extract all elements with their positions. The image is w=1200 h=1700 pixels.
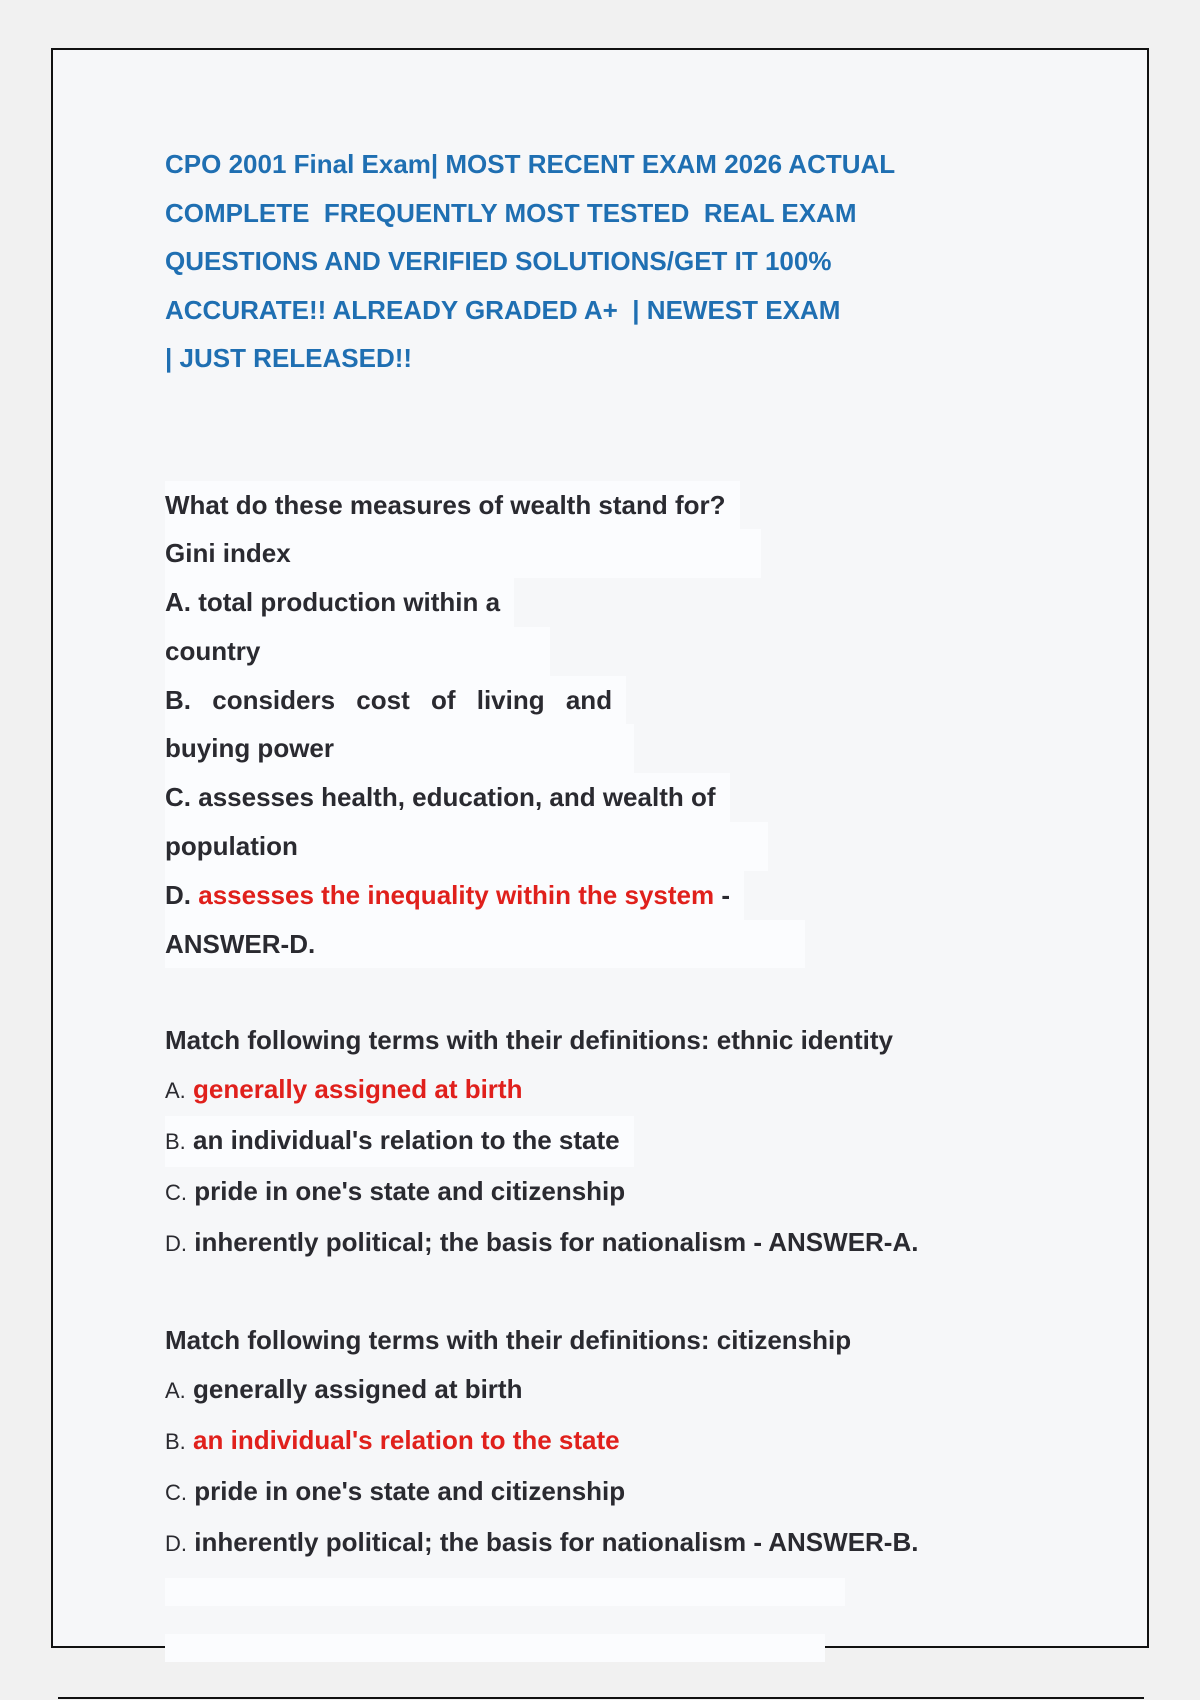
option-text: total production within a (198, 587, 501, 618)
option-text: an individual's relation to the state (193, 1125, 620, 1156)
blank-band (165, 1578, 845, 1606)
correct-option-text: generally assigned at birth (193, 1074, 523, 1105)
option-text: considers cost of living and (212, 684, 613, 715)
option-a (165, 1065, 1065, 1116)
option-letter: D. (165, 1230, 187, 1256)
option-a (165, 578, 1065, 627)
option-text-continued: country (165, 627, 550, 676)
option-b (165, 676, 1065, 725)
option-letter: B. (165, 684, 191, 715)
option-text: pride in one's state and citizenship (194, 1475, 626, 1506)
title-line: QUESTIONS AND VERIFIED SOLUTIONS/GET IT 100% (165, 246, 832, 276)
option-b (165, 1416, 1065, 1467)
option-text-continued: buying power (165, 724, 634, 773)
correct-option-text: assesses the inequality within the system (198, 879, 715, 910)
option-letter: C. (165, 1479, 187, 1505)
option-text: generally assigned at birth (193, 1374, 523, 1405)
option-letter: C. (165, 782, 191, 813)
correct-option-text: an individual's relation to the state (193, 1425, 620, 1456)
question-3 (165, 1316, 1065, 1662)
option-c (165, 1467, 1065, 1518)
page-divider (58, 1697, 1144, 1699)
option-letter: C. (165, 1179, 187, 1205)
question-prompt: Match following terms with their definitions: ethnic identity (165, 1025, 894, 1056)
document-content (165, 140, 1065, 1662)
question-subject: Gini index (165, 529, 761, 578)
option-letter: D. (165, 879, 191, 910)
title-line: ACCURATE!! ALREADY GRADED A+ | NEWEST EXAM (165, 294, 841, 325)
question-prompt: Match following terms with their definitions: citizenship (165, 1325, 852, 1356)
option-text: inherently political; the basis for nationalism - ANSWER-A. (194, 1226, 919, 1257)
option-text-continued: population (165, 822, 768, 871)
option-letter: B. (165, 1429, 186, 1455)
title-line: CPO 2001 Final Exam| MOST RECENT EXAM 2026 ACTUAL (165, 149, 896, 179)
option-letter: A. (165, 1378, 186, 1404)
blank-band (165, 1634, 825, 1662)
option-c (165, 773, 1065, 822)
document-page (51, 48, 1149, 1648)
option-text: pride in one's state and citizenship (194, 1175, 626, 1206)
question-prompt: What do these measures of wealth stand for? (165, 481, 740, 530)
document-title (165, 140, 1005, 383)
title-line: COMPLETE FREQUENTLY MOST TESTED REAL EXAM (165, 197, 857, 228)
option-c (165, 1167, 1065, 1218)
option-d (165, 1518, 1065, 1569)
answer-label: ANSWER-D. (165, 920, 805, 969)
option-d (165, 1218, 1065, 1269)
option-letter: A. (165, 1078, 186, 1104)
question-2 (165, 1016, 1065, 1268)
option-d (165, 871, 1065, 920)
option-letter: B. (165, 1129, 186, 1155)
option-text: assesses health, education, and wealth of (198, 782, 716, 813)
title-line: | JUST RELEASED!! (165, 343, 413, 373)
option-text: inherently political; the basis for nationalism - ANSWER-B. (194, 1526, 919, 1557)
option-b (165, 1116, 1065, 1167)
option-suffix: - (714, 879, 730, 910)
option-a (165, 1365, 1065, 1416)
option-letter: D. (165, 1530, 187, 1556)
question-1 (165, 481, 1065, 969)
option-letter: A. (165, 587, 191, 618)
